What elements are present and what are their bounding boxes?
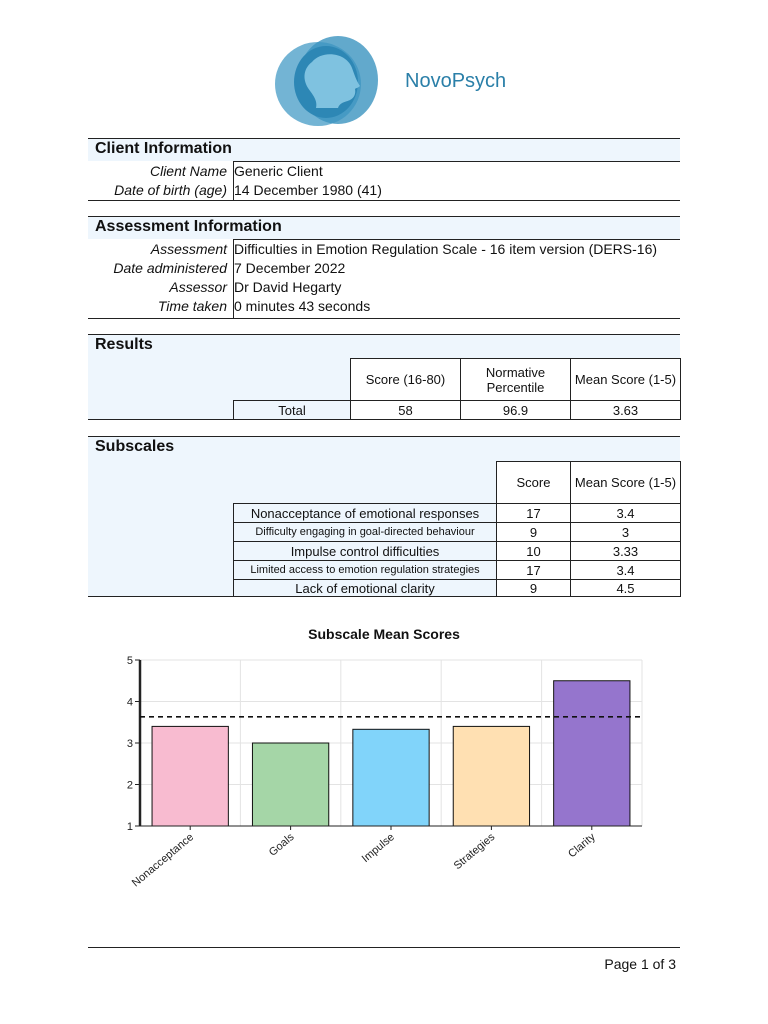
subscales-col-score: Score	[496, 461, 571, 504]
info-row	[88, 240, 680, 259]
results-row-label: Total	[233, 400, 351, 420]
bar	[554, 681, 630, 826]
bar	[152, 726, 228, 826]
x-tick-label: Impulse	[359, 831, 397, 866]
y-tick-label: 3	[126, 738, 133, 750]
subscale-score: 9	[496, 579, 571, 597]
footer-divider	[88, 947, 680, 948]
info-label: Client Name	[149, 163, 227, 179]
info-value: Generic Client	[234, 163, 323, 179]
subscale-score: 9	[496, 522, 571, 542]
results-cell-score: 58	[350, 400, 461, 420]
subscale-label: Difficulty engaging in goal-directed behaviour	[233, 522, 497, 542]
info-value: 0 minutes 43 seconds	[234, 298, 371, 314]
info-label: Date of birth (age)	[114, 182, 227, 198]
results-cell-percentile: 96.9	[460, 400, 571, 420]
subscales-section	[88, 436, 680, 597]
info-row	[88, 278, 680, 297]
novopsych-logo	[272, 34, 380, 130]
section-title: Client Information	[95, 140, 232, 157]
y-tick-label: 4	[126, 696, 133, 709]
page-number: Page 1 of 3	[604, 956, 676, 972]
client-information-section	[88, 138, 680, 201]
info-label: Assessment	[150, 241, 227, 257]
x-tick-label: Nonacceptance	[129, 831, 197, 890]
results-col-mean: Mean Score (1-5)	[570, 358, 681, 401]
subscale-label: Nonacceptance of emotional responses	[233, 503, 497, 523]
info-label: Time taken	[157, 298, 227, 314]
info-row	[88, 181, 680, 200]
section-title: Results	[95, 336, 153, 353]
subscale-label: Impulse control difficulties	[233, 541, 497, 561]
subscale-label: Limited access to emotion regulation strategies	[233, 560, 497, 580]
brand-name: NovoPsych	[405, 70, 507, 92]
results-section	[88, 334, 680, 420]
results-cell-mean: 3.63	[570, 400, 681, 420]
subscale-mean-scores-chart	[88, 618, 680, 918]
subscale-score: 10	[496, 541, 571, 561]
subscale-label: Lack of emotional clarity	[233, 579, 497, 597]
subscale-mean: 3.4	[570, 560, 681, 580]
subscale-mean: 3	[570, 522, 681, 542]
subscale-mean: 3.33	[570, 541, 681, 561]
info-label: Date administered	[113, 260, 227, 276]
bar	[252, 743, 328, 826]
bar	[353, 729, 429, 826]
info-value: Difficulties in Emotion Regulation Scale - 16 item version (DERS-16)	[234, 241, 658, 257]
results-col-score: Score (16-80)	[350, 358, 461, 401]
subscale-mean: 4.5	[570, 579, 681, 597]
subscale-mean: 3.4	[570, 503, 681, 523]
y-tick-label: 1	[126, 821, 133, 833]
x-tick-label: Goals	[266, 831, 297, 859]
info-row	[88, 259, 680, 278]
section-title: Assessment Information	[95, 218, 282, 235]
bar	[453, 726, 529, 826]
info-value: Dr David Hegarty	[234, 279, 342, 295]
assessment-information-section	[88, 216, 680, 319]
info-value: 7 December 2022	[234, 260, 346, 276]
results-col-percentile: Normative Percentile	[460, 358, 571, 401]
section-title: Subscales	[95, 438, 175, 455]
info-label: Assessor	[169, 279, 227, 295]
subscales-col-mean: Mean Score (1-5)	[570, 461, 681, 504]
y-tick-label: 5	[126, 655, 133, 667]
info-row	[88, 162, 680, 181]
x-tick-label: Clarity	[566, 831, 598, 861]
info-value: 14 December 1980 (41)	[234, 182, 382, 198]
subscale-score: 17	[496, 503, 571, 523]
chart-title: Subscale Mean Scores	[308, 626, 460, 642]
info-row	[88, 297, 680, 316]
subscale-score: 17	[496, 560, 571, 580]
logo-mark	[272, 34, 380, 130]
chart-plot	[88, 618, 680, 918]
x-tick-label: Strategies	[451, 831, 498, 873]
y-tick-label: 2	[126, 779, 133, 792]
